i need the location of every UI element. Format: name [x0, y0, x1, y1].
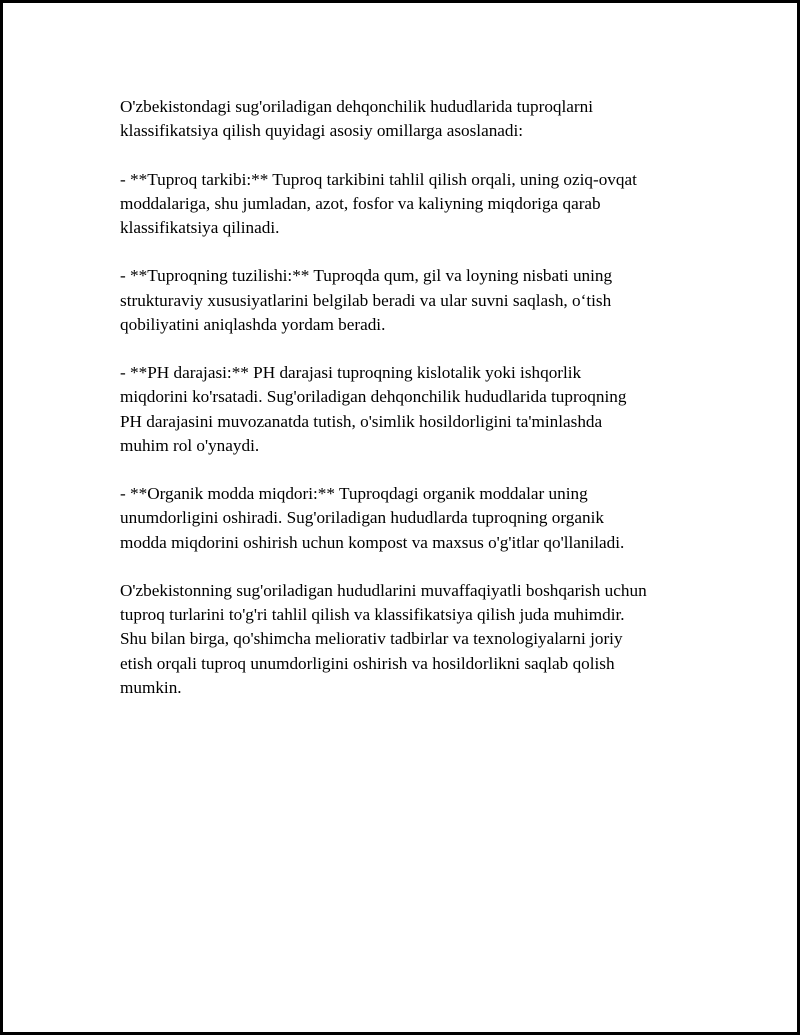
list-item-ph-level: - **PH darajasi:** PH darajasi tuproqning kislotalik yoki ishqorlik miqdorini ko'rsatadi. Sug'oriladigan dehqonchilik hududlarida tuproqning PH darajasini muvozanatda tutish, o'simlik hosildorligini ta'minlashda muhim rol o'ynaydi.: [120, 363, 627, 455]
list-item-soil-structure: - **Tuproqning tuzilishi:** Tuproqda qum, gil va loyning nisbati uning strukturaviy xususiyatlarini belgilab beradi va ular suvni saqlash, o‘tish qobiliyatini aniqlashda yordam beradi.: [120, 266, 613, 334]
intro-paragraph: O'zbekistondagi sug'oriladigan dehqonchilik hududlarida tuproqlarni klassifikatsiya qilish quyidagi asosiy omillarga asoslanadi:: [120, 97, 594, 141]
conclusion-paragraph: O'zbekistonning sug'oriladigan hududlarini muvaffaqiyatli boshqarish uchun tuproq turlarini to'g'ri tahlil qilish va klassifikatsiya qilish juda muhimdir. Shu bilan birga, qo'shimcha meliorativ tadbirlar va texnologiyalarni joriy etish orqali tuproq unumdorligini oshirish va hosildorlikni saqlab qolish mumkin.: [120, 580, 647, 697]
list-item-soil-composition: - **Tuproq tarkibi:** Tuproq tarkibini tahlil qilish orqali, uning oziq-ovqat moddalariga, shu jumladan, azot, fosfor va kaliyning miqdoriga qarab klassifikatsiya qilinadi.: [120, 169, 637, 237]
document-body: [120, 95, 700, 724]
list-item-organic-matter: - **Organik modda miqdori:** Tuproqdagi organik moddalar uning unumdorligini oshiradi. Sug'oriladigan hududlarda tuproqning organik modda miqdorini oshirish uchun kompost va maxsus o'g'itlar qo'llaniladi.: [120, 484, 625, 552]
